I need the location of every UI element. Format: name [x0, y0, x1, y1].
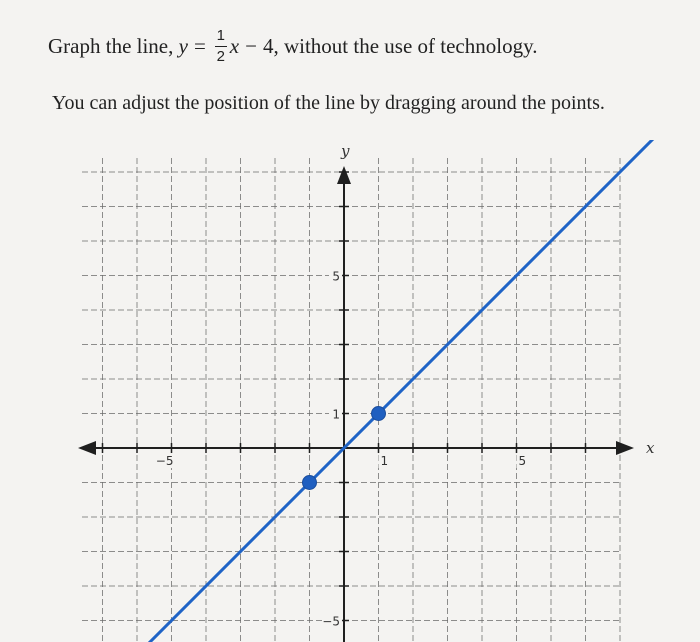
y-tick-label-1: 1: [332, 407, 340, 422]
fraction: [215, 28, 227, 65]
y-axis-arrow-up: [337, 166, 351, 184]
y-tick-label-neg5: −5: [322, 614, 340, 629]
coordinate-plane[interactable]: [60, 140, 700, 642]
question-prompt: [48, 28, 537, 65]
x-axis-arrow-left: [78, 441, 96, 455]
fraction-numerator: 1: [216, 27, 225, 44]
equals-sign: =: [193, 33, 206, 58]
x-axis-arrow-right: [616, 441, 634, 455]
x-tick-label-5: 5: [518, 454, 527, 468]
x-variable: x: [229, 33, 240, 58]
grid-lines: [82, 158, 620, 642]
y-axis-name: y: [341, 142, 350, 160]
instruction-text: You can adjust the position of the line by dragging around the points.: [52, 92, 605, 114]
x-axis-name: x: [646, 439, 655, 457]
draggable-point-a[interactable]: [303, 476, 317, 490]
prompt-text: Graph the line,: [48, 33, 174, 58]
draggable-point-b[interactable]: [372, 407, 386, 421]
x-tick-label-neg5: −5: [155, 454, 174, 468]
minus-sign: −: [245, 33, 257, 58]
axis-ticks: [103, 172, 621, 642]
y-tick-label-5: 5: [332, 269, 340, 284]
fraction-bar: [215, 46, 227, 47]
prompt-constant: 4, without the use of technology.: [262, 33, 538, 58]
graph-area[interactable]: [60, 140, 700, 642]
fraction-denominator: 2: [216, 47, 225, 65]
y-variable: y: [178, 33, 188, 58]
x-tick-label-1: 1: [380, 454, 389, 468]
